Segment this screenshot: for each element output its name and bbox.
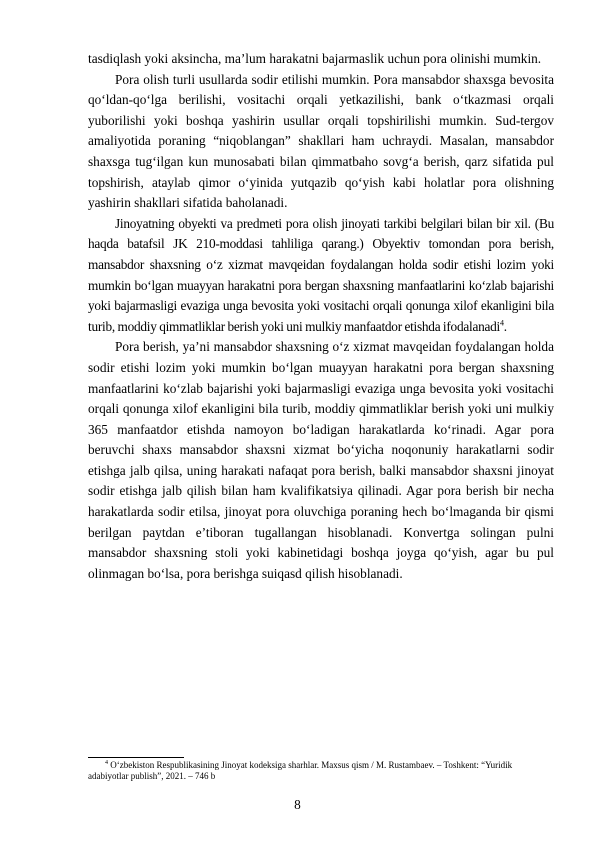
paragraph-3 [88,214,554,338]
footnote [88,760,554,782]
paragraph-1: tasdiqlash yoki aksincha, ma’lum harakatni bajarmaslik uchun pora olinishi mumkin. [88,51,542,66]
footnote-reference[interactable]: 4 [500,318,504,328]
paragraph-2: Pora olish turli usullarda sodir etilishi mumkin. Pora mansabdor shaxsga bevosita qo‘ldan-qo‘lga berilishi, vositachi orqali yetkazilishi, bank o‘tkazmasi orqali yuborilishi yoki boshqa yashirin usullar orqali topshirilishi mumkin. Sud-tergov amaliyotida poraning “niqoblangan” shakllari ham uchraydi. Masalan, mansabdor shaxsga tug‘ilgan kun munosabati bilan qimmatbaho sovg‘a berish, qarz sifatida pul topshirish, ataylab qimor o‘yinida yutqazib qo‘yish kabi holatlar pora olishning yashirin shakllari sifatida baholanadi. [88,71,554,211]
footnote-marker: 4 [105,760,108,766]
paragraph-3-end: . [503,318,507,334]
paragraph-4: Pora berish, ya’ni mansabdor shaxsning o‘z xizmat mavqeidan foydalangan holda sodir etishi lozim yoki mumkin bo‘lgan muayyan harakatni pora bergan shaxsning manfaatlarini ko‘zlab bajarishi yoki bajarmasligi evaziga unga bevosita yoki vositachi orqali qonunga xilof ekanligini bila turib, moddiy qimmatliklar berish yoki uni mulkiy 365 manfaatdor etishda namoyon bo‘ladigan harakatlarda ko‘rinadi. Agar pora beruvchi shaxs mansabdor shaxsni xizmat bo‘yicha noqonuniy harakatlarni sodir etishga jalb qilsa, uning harakati nafaqat pora berish, balki mansabdor shaxsni jinoyat sodir etishga jalb qilish bilan ham kvalifikatsiya qilinadi. Agar pora berish bir necha harakatlarda sodir etilsa, jinoyat pora oluvchiga poraning hech bo‘lmaganda bir qismi berilgan paytdan e’tiboran tugallangan hisoblanadi. Konvertga solingan pulni mansabdor shaxsning stoli yoki kabinetidagi boshqa joyga qo‘yish, agar bu pul olinmagan bo‘lsa, pora berishga suiqasd qilish hisoblanadi. [88,339,554,581]
body-text [88,49,554,584]
footnote-text: O‘zbekiston Respublikasining Jinoyat kodeksiga sharhlar. Maxsus qism / M. Rustambaev. – Toshkent: “Yuridik adabiyotlar publish”, 2021. – 746 b [88,760,513,781]
footnote-divider [88,757,184,758]
page-number: 8 [294,797,301,812]
paragraph-3-text: Jinoyatning obyekti va predmeti pora olish jinoyati tarkibi belgilari bilan bir xil. (Bu haqda batafsil JK 210-moddasi tahliliga qarang.) Obyektiv tomondan pora berish, mansabdor shaxsning o‘z xizmat mavqeidan foydalangan holda sodir etishi lozim yoki mumkin bo‘lgan muayyan harakatni pora bergan shaxsning manfaatlarini ko‘zlab bajarishi yoki bajarmasligi evaziga unga bevosita yoki vositachi orqali qonunga xilof ekanligini bila turib, moddiy qimmatliklar berish yoki uni mulkiy manfaatdor etishda ifodalanadi [88,215,554,334]
